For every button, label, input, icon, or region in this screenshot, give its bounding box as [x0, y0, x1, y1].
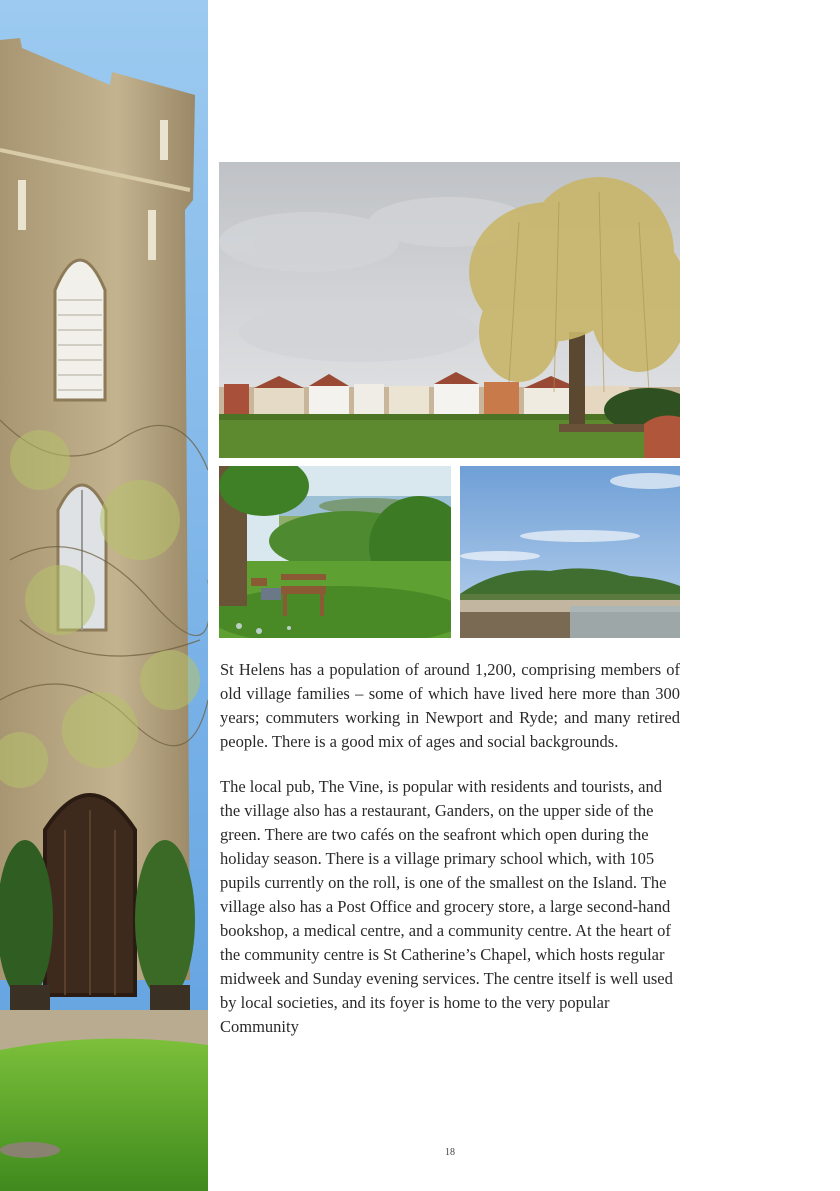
church-tower-photo	[0, 0, 208, 1191]
paragraph-amenities: The local pub, The Vine, is popular with residents and tourists, and the village also has a restaurant, Ganders, on the upper side of the green. There are two cafés on the seafront which open during the holiday season. There is a village primary school which, with 105 pupils currently on the roll, is one of the smallest on the Island. The village also has a Post Office and grocery store, a large second-hand bookshop, a medical centre, and a community centre. At the heart of the community centre is St Catherine’s Chapel, which hosts regular midweek and Sunday evening services. The centre itself is well used by local societies, and its foyer is home to the very popular Community	[220, 777, 673, 1036]
page-number: 18	[445, 1147, 455, 1158]
bench-view-photo	[219, 466, 451, 638]
village-green-photo	[219, 162, 680, 458]
beach-headland-photo	[460, 466, 680, 638]
paragraph-population: St Helens has a population of around 1,200, comprising members of old village families – some of which have lived here more than 300 years; commuters working in Newport and Ryde; and many retired people. There is a good mix of ages and social backgrounds.	[220, 660, 680, 751]
